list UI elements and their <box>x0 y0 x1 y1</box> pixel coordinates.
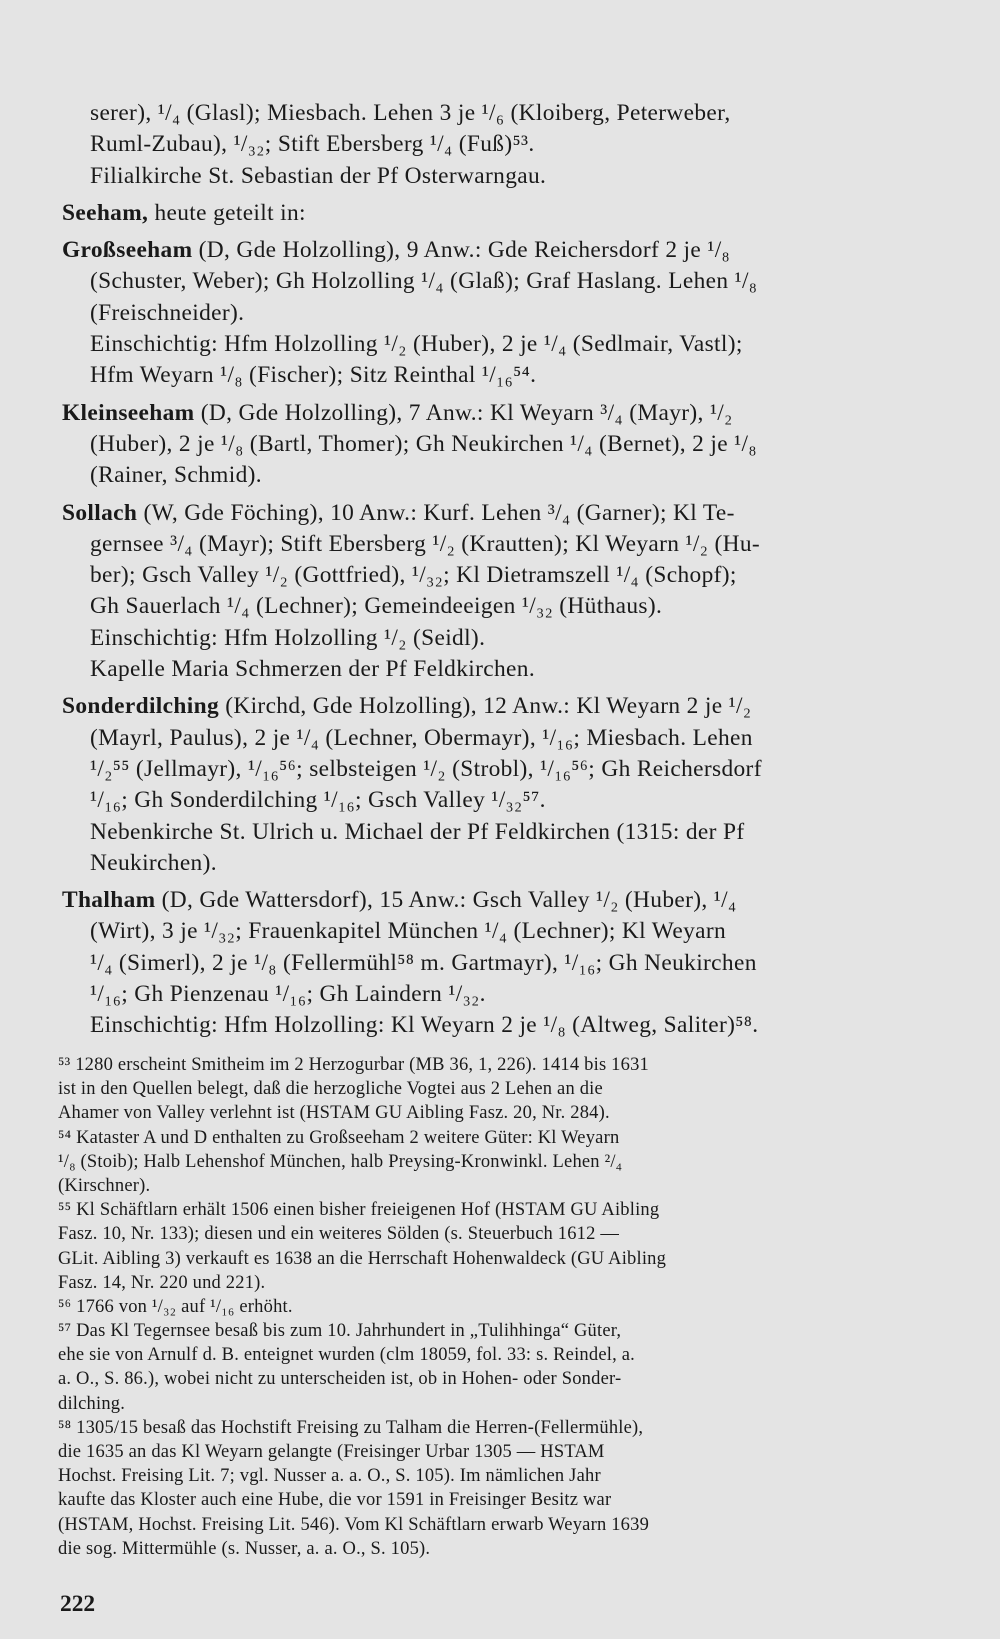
entry-heading-line <box>62 498 934 529</box>
text-line <box>62 723 934 754</box>
line-text: Einschichtig: Hfm Holzolling: Kl Weyarn 2 je ¹/₈ (Altweg, Saliter)⁵⁸. <box>90 1012 759 1039</box>
line-text: Gh Sauerlach ¹/₄ (Lechner); Gemeindeeigen ¹/₃₂ (Hüthaus). <box>90 593 663 620</box>
entry-heading-line <box>62 398 934 429</box>
line-text: Einschichtig: Hfm Holzolling ¹/₂ (Seidl). <box>90 624 486 651</box>
footnote-line: GLit. Aibling 3) verkauft es 1638 an die Herrschaft Hohenwaldeck (GU Aibling <box>58 1248 667 1269</box>
text-line <box>62 979 934 1010</box>
text-line <box>62 360 934 391</box>
footnote-line: Fasz. 10, Nr. 133); diesen und ein weiteres Sölden (s. Steuerbuch 1612 — <box>58 1224 620 1245</box>
text-line <box>62 654 934 685</box>
line-text: (Freischneider). <box>90 299 245 326</box>
line-text: serer), ¹/₄ (Glasl); Miesbach. Lehen 3 je ¹/₆ (Kloiberg, Peterweber, <box>90 100 731 126</box>
text-line <box>62 161 934 192</box>
footnote-line: ⁵⁷ Das Kl Tegernsee besaß bis zum 10. Jahrhundert in „Tulihhinga“ Güter, <box>58 1321 622 1342</box>
line-text: Nebenkirche St. Ulrich u. Michael der Pf Feldkirchen (1315: der Pf <box>90 818 745 845</box>
entry-heading-line <box>62 198 934 229</box>
footnote-line: Hochst. Freising Lit. 7; vgl. Nusser a. a. O., S. 105). Im nämlichen Jahr <box>58 1466 601 1487</box>
entry-heading-line <box>62 691 934 722</box>
line-text: ¹/₁₆; Gh Pienzenau ¹/₁₆; Gh Laindern ¹/₃₂. <box>90 981 486 1008</box>
place-name: Kleinseeham <box>62 399 195 426</box>
entry-heading-line <box>62 235 934 266</box>
text-line <box>62 591 934 622</box>
line-text: ber); Gsch Valley ¹/₂ (Gottfried), ¹/₃₂; Kl Dietramszell ¹/₄ (Schopf); <box>90 562 737 589</box>
footnote-line: (HSTAM, Hochst. Freising Lit. 546). Vom Kl Schäftlarn erwarb Weyarn 1639 <box>58 1514 650 1535</box>
text-line <box>62 266 934 297</box>
line-text: Einschichtig: Hfm Holzolling ¹/₂ (Huber), 2 je ¹/₄ (Sedlmair, Vastl); <box>90 331 743 358</box>
place-name: Sollach <box>62 499 138 526</box>
text-line <box>62 460 934 491</box>
line-text: (Kirchd, Gde Holzolling), 12 Anw.: Kl Weyarn 2 je ¹/₂ <box>219 693 752 720</box>
text-line <box>62 754 934 785</box>
footnote-line: ist in den Quellen belegt, daß die herzogliche Vogtei aus 2 Lehen an die <box>58 1079 603 1100</box>
footnote-line: ehe sie von Arnulf d. B. enteignet wurden (clm 18059, fol. 33: s. Reindel, a. <box>58 1345 635 1366</box>
place-name: Seeham, <box>62 199 149 226</box>
place-name: Großseeham <box>62 237 193 264</box>
footnotes <box>58 1053 934 1561</box>
line-text: (D, Gde Wattersdorf), 15 Anw.: Gsch Valley ¹/₂ (Huber), ¹/₄ <box>155 887 737 914</box>
line-text: Hfm Weyarn ¹/₈ (Fischer); Sitz Reinthal ¹/₁₆⁵⁴. <box>90 362 537 389</box>
line-text: ¹/₁₆; Gh Sonderdilching ¹/₁₆; Gsch Valley ¹/₃₂⁵⁷. <box>90 787 546 814</box>
line-text: (D, Gde Holzolling), 7 Anw.: Kl Weyarn ³/₄ (Mayr), ¹/₂ <box>194 399 733 426</box>
text-line <box>62 98 934 129</box>
line-text: Ruml-Zubau), ¹/₃₂; Stift Ebersberg ¹/₄ (Fuß)⁵³. <box>90 131 535 158</box>
line-text: heute geteilt in: <box>148 199 306 226</box>
text-line <box>62 916 934 947</box>
line-text: Filialkirche St. Sebastian der Pf Osterwarngau. <box>90 162 547 189</box>
line-text: (Schuster, Weber); Gh Holzolling ¹/₄ (Glaß); Graf Haslang. Lehen ¹/₈ <box>90 268 758 295</box>
line-text: (D, Gde Holzolling), 9 Anw.: Gde Reichersdorf 2 je ¹/₈ <box>192 237 731 264</box>
footnote-line: ¹/₈ (Stoib); Halb Lehenshof München, halb Preysing-Kronwinkl. Lehen ²/₄ <box>58 1151 623 1172</box>
footnote-line: ⁵⁴ Kataster A und D enthalten zu Großseeham 2 weitere Güter: Kl Weyarn <box>58 1127 620 1148</box>
line-text: (W, Gde Föching), 10 Anw.: Kurf. Lehen ³/₄ (Garner); Kl Te- <box>137 499 735 526</box>
entry-heading-line <box>62 885 934 916</box>
footnote-line: ⁵⁶ 1766 von ¹/₃₂ auf ¹/₁₆ erhöht. <box>58 1296 293 1317</box>
text-line <box>62 129 934 160</box>
line-text: (Rainer, Schmid). <box>90 462 262 489</box>
page-number: 222 <box>60 1591 96 1617</box>
text-line <box>62 329 934 360</box>
line-text: (Huber), 2 je ¹/₈ (Bartl, Thomer); Gh Neukirchen ¹/₄ (Bernet), 2 je ¹/₈ <box>90 430 757 457</box>
line-text: Neukirchen). <box>90 849 217 876</box>
footnote-line: (Kirschner). <box>58 1175 151 1196</box>
text-line <box>62 560 934 591</box>
line-text: gernsee ³/₄ (Mayr); Stift Ebersberg ¹/₂ (Krautten); Kl Weyarn ¹/₂ (Hu- <box>90 530 761 557</box>
place-name: Sonderdilching <box>62 693 219 720</box>
line-text: ¹/₄ (Simerl), 2 je ¹/₈ (Fellermühl⁵⁸ m. Gartmayr), ¹/₁₆; Gh Neukirchen <box>90 949 757 976</box>
footnote-line: die 1635 an das Kl Weyarn gelangte (Freisinger Urbar 1305 — HSTAM <box>58 1442 605 1462</box>
text-line <box>62 1010 934 1041</box>
footnote-line: Ahamer von Valley verlehnt ist (HSTAM GU Aibling Fasz. 20, Nr. 284). <box>58 1103 610 1124</box>
line-text: (Mayrl, Paulus), 2 je ¹/₄ (Lechner, Obermayr), ¹/₁₆; Miesbach. Lehen <box>90 724 753 751</box>
text-line <box>62 529 934 560</box>
main-text <box>62 98 934 1042</box>
footnote-line: ⁵⁵ Kl Schäftlarn erhält 1506 einen bisher freieigenen Hof (HSTAM GU Aibling <box>58 1200 660 1221</box>
text-line <box>62 817 934 848</box>
footnote-line: ⁵³ 1280 erscheint Smitheim im 2 Herzogurbar (MB 36, 1, 226). 1414 bis 1631 <box>58 1055 649 1075</box>
text-line <box>62 623 934 654</box>
footnote-line: ⁵⁸ 1305/15 besaß das Hochstift Freising zu Talham die Herren-(Fellermühle), <box>58 1417 644 1438</box>
line-text: (Wirt), 3 je ¹/₃₂; Frauenkapitel München ¹/₄ (Lechner); Kl Weyarn <box>90 918 727 945</box>
line-text: ¹/₂⁵⁵ (Jellmayr), ¹/₁₆⁵⁶; selbsteigen ¹/₂ (Strobl), ¹/₁₆⁵⁶; Gh Reichersdorf <box>90 755 762 782</box>
footnote-line: a. O., S. 86.), wobei nicht zu unterscheiden ist, ob in Hohen- oder Sonder- <box>58 1369 622 1390</box>
text-line <box>62 948 934 979</box>
text-line <box>62 429 934 460</box>
line-text: Kapelle Maria Schmerzen der Pf Feldkirchen. <box>90 656 536 683</box>
text-line <box>62 298 934 329</box>
text-line <box>62 848 934 879</box>
text-line <box>62 785 934 816</box>
footnote-line: die sog. Mittermühle (s. Nusser, a. a. O., S. 105). <box>58 1538 431 1559</box>
place-name: Thalham <box>62 887 156 914</box>
footnote-line: kaufte das Kloster auch eine Hube, die vor 1591 in Freisinger Besitz war <box>58 1490 612 1511</box>
footnote-line: Fasz. 14, Nr. 220 und 221). <box>58 1272 266 1293</box>
footnote-line: dilching. <box>58 1393 126 1414</box>
